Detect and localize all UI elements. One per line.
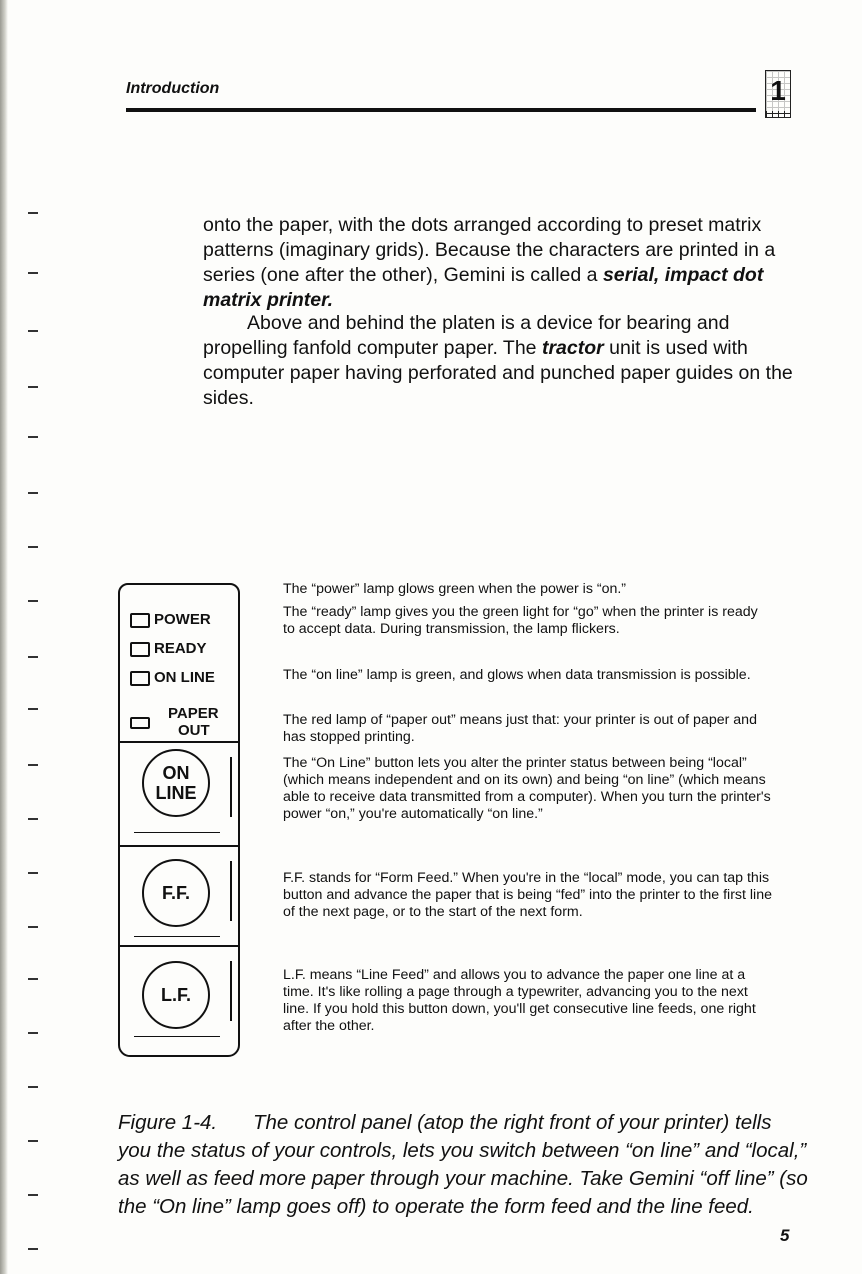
desc-paper-out: The red lamp of “paper out” means just that: your printer is out of paper and has stopped printing. <box>283 712 757 745</box>
binding-mark <box>28 1194 38 1196</box>
button-label: LINE <box>155 783 197 803</box>
ff-button <box>142 859 210 927</box>
lamp-indicator <box>130 717 150 729</box>
online-button <box>142 749 210 817</box>
desc-line-feed: L.F. means “Line Feed” and allows you to advance the paper one line at a time. It's like rolling a page through a typewriter, advancing you to the next line. If you hold this button down, you'll get consecutive line feeds, one right after the other. <box>283 967 756 1034</box>
lf-button-section <box>120 945 238 1047</box>
binding-mark <box>28 1086 38 1088</box>
lamp-label: POWER <box>154 611 211 628</box>
panel-divider <box>134 832 220 833</box>
binding-mark <box>28 708 38 710</box>
lamp-label: ON LINE <box>154 669 215 686</box>
figure-caption <box>118 1109 808 1221</box>
binding-mark <box>28 656 38 658</box>
desc-power: The “power” lamp glows green when the power is “on.” <box>283 581 627 597</box>
binding-mark <box>28 1248 38 1250</box>
binding-mark <box>28 272 38 274</box>
desc-form-feed: F.F. stands for “Form Feed.” When you're in the “local” mode, you can tap this button and advance the paper that is being “fed” into the printer to the first line of the next page, or to the start of the next form. <box>283 870 772 920</box>
lamp-indicator <box>130 642 150 657</box>
binding-mark <box>28 1032 38 1034</box>
page-binding-edge <box>0 0 8 1274</box>
lamp-indicator <box>130 671 150 686</box>
binding-mark <box>28 872 38 874</box>
emphasis-term: tractor <box>541 337 604 359</box>
chapter-marker <box>765 70 791 118</box>
ff-button-section <box>120 845 238 947</box>
panel-edge <box>230 961 232 1021</box>
desc-ready: The “ready” lamp gives you the green light for “go” when the printer is ready to accept data. During transmission, the lamp flickers. <box>283 604 758 637</box>
button-label: L.F. <box>161 985 191 1005</box>
lamp-indicator <box>130 613 150 628</box>
lamp-label: PAPER <box>168 705 219 722</box>
body-paragraph-2 <box>203 311 793 411</box>
desc-online-button: The “On Line” button lets you alter the printer status between being “local” (which means independent and on its own) and being “on line” (which means able to receive data transmitted from a computer). When you turn the printer's power “on,” you're automatically “on line.” <box>283 755 771 822</box>
binding-mark <box>28 600 38 602</box>
desc-online-lamp: The “on line” lamp is green, and glows when data transmission is possible. <box>283 667 751 683</box>
online-lamp <box>130 669 215 686</box>
lf-button <box>142 961 210 1029</box>
panel-divider <box>134 1036 220 1037</box>
binding-mark <box>28 926 38 928</box>
power-lamp <box>130 611 211 628</box>
lamp-label: READY <box>154 640 207 657</box>
paragraph-text: onto the paper, with the dots arranged according to preset matrix patterns (imaginary grids). Because the characters are printed in a series (one after the other), Gemini is called a <box>203 214 776 286</box>
lamp-label: OUT <box>178 722 210 739</box>
page-number: 5 <box>780 1226 790 1245</box>
binding-mark <box>28 212 38 214</box>
binding-mark <box>28 386 38 388</box>
button-label: ON <box>162 763 190 783</box>
control-panel-illustration <box>118 583 240 1057</box>
caption-text: The control panel (atop the right front of your printer) tells you the status of your controls, lets you switch between “on line” and “local,” as well as feed more paper through your machine. Take Gemini “off line” (so the “On line” lamp goes off) to operate the form feed and the line feed. <box>118 1111 808 1218</box>
binding-mark <box>28 330 38 332</box>
panel-edge <box>230 757 232 817</box>
online-button-section <box>120 741 238 843</box>
binding-mark <box>28 436 38 438</box>
chapter-number: 1 <box>766 71 790 111</box>
section-title: Introduction <box>126 80 220 97</box>
binding-mark <box>28 978 38 980</box>
panel-divider <box>134 936 220 937</box>
emphasis-term: serial, impact dot matrix printer. <box>203 264 764 311</box>
binding-mark <box>28 818 38 820</box>
panel-edge <box>230 861 232 921</box>
binding-mark <box>28 546 38 548</box>
binding-mark <box>28 492 38 494</box>
paragraph-text: unit is used with computer paper having perforated and punched paper guides on the sides. <box>203 337 793 409</box>
ready-lamp <box>130 640 207 657</box>
binding-mark <box>28 1140 38 1142</box>
figure-label: Figure 1-4. <box>118 1111 218 1134</box>
binding-mark <box>28 764 38 766</box>
paragraph-text: Above and behind the platen is a device for bearing and propelling fanfold computer paper. The <box>203 312 730 359</box>
header-rule <box>126 108 756 112</box>
button-label: F.F. <box>161 883 190 903</box>
body-paragraph-1 <box>203 213 793 313</box>
